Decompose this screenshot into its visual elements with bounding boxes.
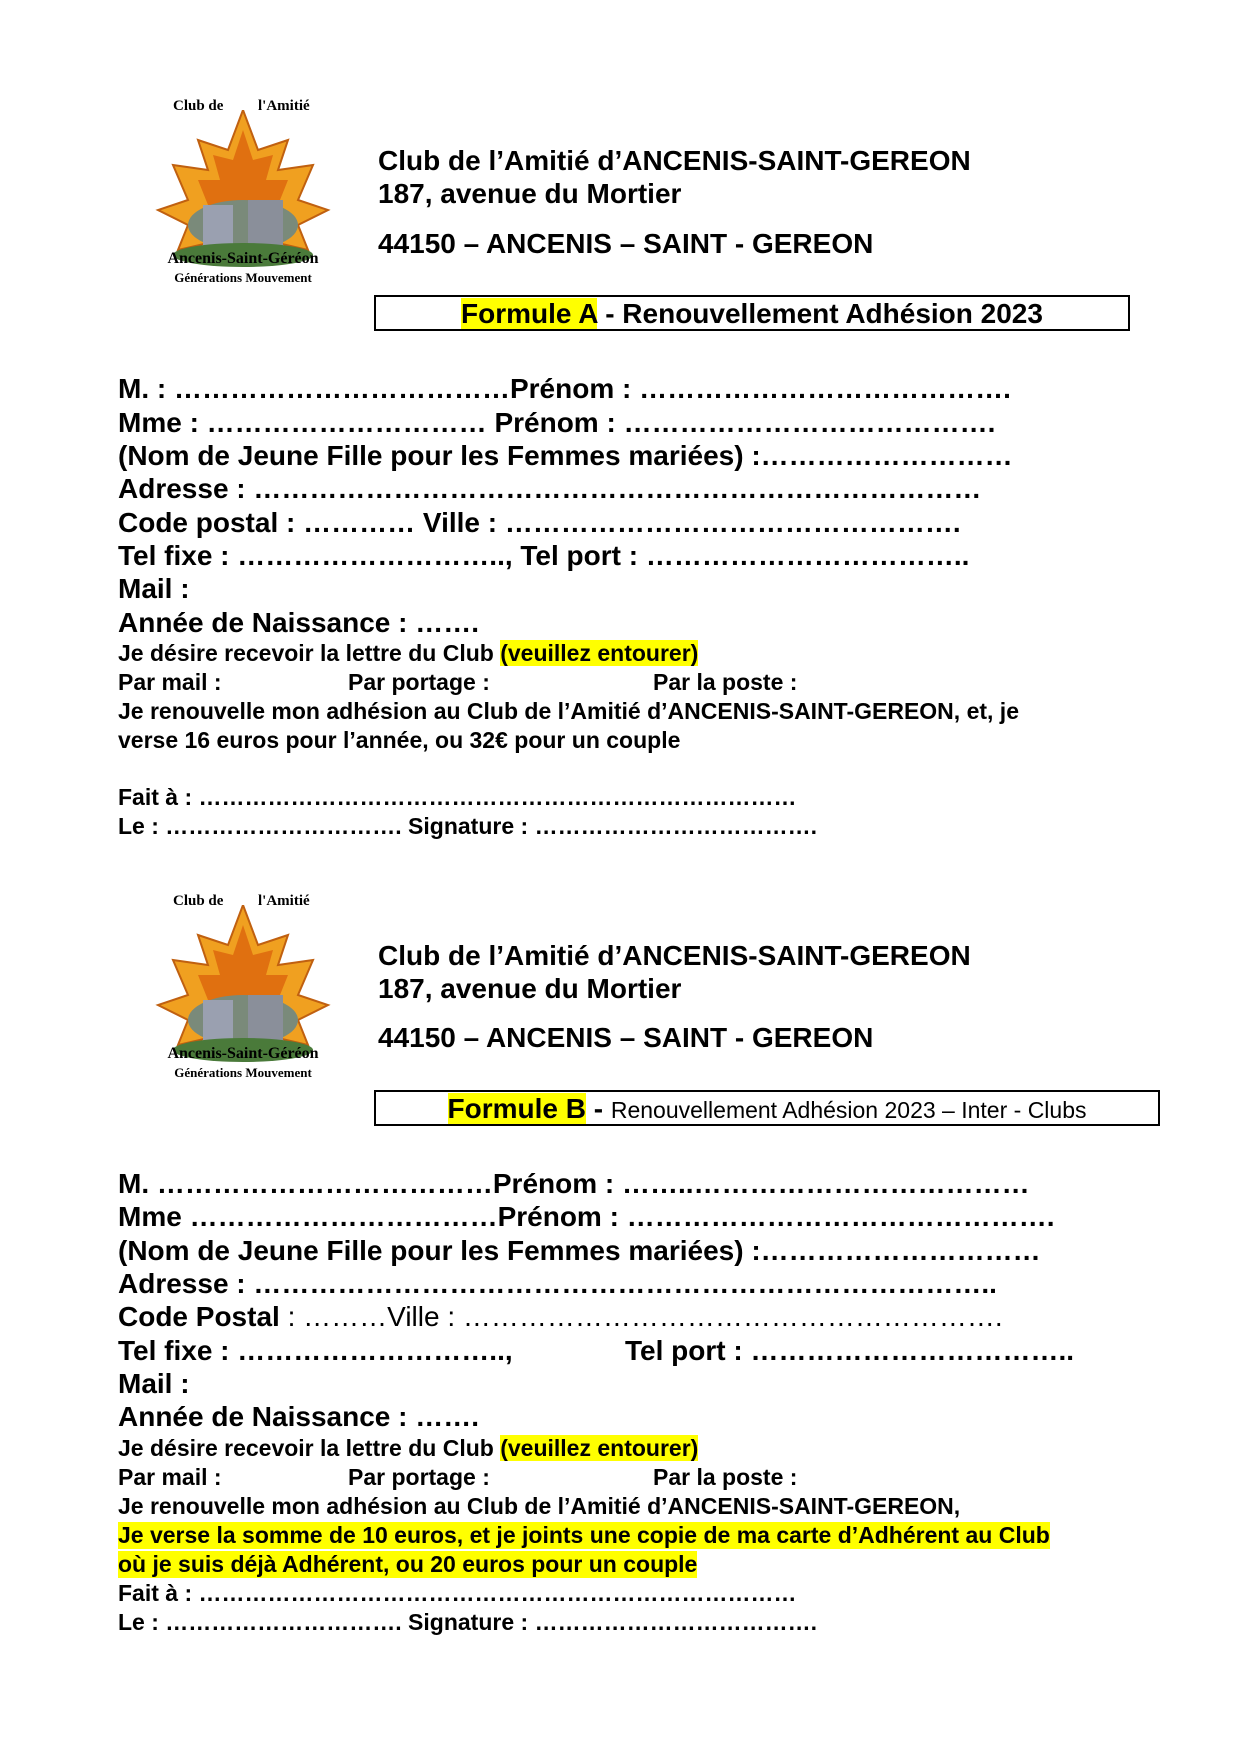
- form-b-m-field[interactable]: M. ………………………………Prénom : ……..………………………………: [118, 1168, 1030, 1199]
- form-a-title: [374, 295, 1130, 331]
- form-b-phone-mobile-field[interactable]: Tel port : ……………………………..: [625, 1335, 1075, 1366]
- club-name: Club de l’Amitié d’ANCENIS-SAINT-GEREON: [378, 940, 971, 971]
- form-b-newsletter-text: Je désire recevoir la lettre du Club: [118, 1435, 501, 1461]
- form-b-mail-field[interactable]: Mail :: [118, 1368, 190, 1399]
- form-a-m-field[interactable]: M. : ………………………………Prénom : ………………………………….: [118, 373, 1011, 404]
- form-b-date-signature-field[interactable]: Le : …………………………. Signature : ……………………………….: [118, 1609, 817, 1635]
- form-b-maiden-name-field[interactable]: (Nom de Jeune Fille pour les Femmes mariées) :…………………………: [118, 1235, 1041, 1266]
- form-b-title-dash: -: [585, 1093, 611, 1124]
- form-a-label: Formule A: [461, 298, 598, 329]
- logo-text-bottom-2: Générations Mouvement: [174, 270, 312, 285]
- form-a-newsletter-line: [118, 640, 698, 667]
- form-b-postal-city-field[interactable]: [118, 1301, 1003, 1333]
- form-b-option-mail[interactable]: Par mail :: [118, 1464, 222, 1490]
- form-b-birth-year-field[interactable]: Année de Naissance : …….: [118, 1401, 480, 1432]
- logo-text-top-left: Club de: [173, 893, 224, 909]
- form-a-postal-city-field[interactable]: Code postal : ………… Ville : ………………………………………….: [118, 507, 961, 538]
- form-a-title-rest: - Renouvellement Adhésion 2023: [597, 298, 1043, 329]
- form-b-renew-line-3: où je suis déjà Adhérent, ou 20 euros pour un couple: [118, 1551, 698, 1577]
- form-a-place-field[interactable]: Fait à : ……………………………………………………………………: [118, 784, 797, 810]
- logo-text-top-left: Club de: [173, 98, 224, 114]
- form-b-mme-field[interactable]: Mme ……………………………Prénom : ……………………………………….: [118, 1201, 1055, 1232]
- form-b-option-poste[interactable]: Par la poste :: [653, 1464, 798, 1490]
- form-b-label: Formule B: [447, 1093, 586, 1124]
- form-a-date-signature-field[interactable]: Le : …………………………. Signature : ……………………………….: [118, 813, 817, 839]
- form-a-renew-line-1: Je renouvelle mon adhésion au Club de l’Amitié d’ANCENIS-SAINT-GEREON, et, je: [118, 698, 1019, 724]
- club-street: 187, avenue du Mortier: [378, 973, 682, 1004]
- club-street: 187, avenue du Mortier: [378, 178, 682, 209]
- form-a-phone-field[interactable]: Tel fixe : ……………………….., Tel port : ……………………………..: [118, 540, 970, 571]
- form-a-maiden-name-field[interactable]: (Nom de Jeune Fille pour les Femmes mariées) :………………………: [118, 440, 1013, 471]
- logo-text-bottom-1: Ancenis-Saint-Géréon: [167, 250, 319, 267]
- logo-text-top-right: l'Amitié: [258, 98, 310, 114]
- club-city: 44150 – ANCENIS – SAINT - GEREON: [378, 1022, 874, 1053]
- form-a-option-portage[interactable]: Par portage :: [348, 669, 490, 695]
- club-logo: [148, 98, 338, 308]
- maple-leaf-icon: [148, 110, 338, 270]
- form-b-place-field[interactable]: Fait à : ……………………………………………………………………: [118, 1580, 797, 1606]
- club-logo: [148, 893, 338, 1103]
- club-name: Club de l’Amitié d’ANCENIS-SAINT-GEREON: [378, 145, 971, 176]
- form-b-title: [374, 1090, 1160, 1126]
- form-a-option-poste[interactable]: Par la poste :: [653, 669, 798, 695]
- logo-text-bottom-2: Générations Mouvement: [174, 1065, 312, 1080]
- form-b-title-rest: Renouvellement Adhésion 2023 – Inter - Clubs: [610, 1097, 1087, 1123]
- form-b-renew-line-1: Je renouvelle mon adhésion au Club de l’Amitié d’ANCENIS-SAINT-GEREON,: [118, 1493, 961, 1519]
- form-a-address-field[interactable]: Adresse : ……………………………………………………………………: [118, 473, 982, 504]
- form-b-address-field[interactable]: Adresse : ……………………………………………………………………..: [118, 1268, 997, 1299]
- form-a-birth-year-field[interactable]: Année de Naissance : …….: [118, 607, 480, 638]
- form-a-mail-field[interactable]: Mail :: [118, 573, 190, 604]
- form-b-postal-label: Code Postal: [118, 1301, 280, 1332]
- form-a-newsletter-hint: (veuillez entourer): [500, 640, 699, 666]
- logo-text-bottom-1: Ancenis-Saint-Géréon: [167, 1045, 319, 1062]
- form-b-option-portage[interactable]: Par portage :: [348, 1464, 490, 1490]
- form-a-renew-line-2: verse 16 euros pour l’année, ou 32€ pour un couple: [118, 727, 681, 753]
- form-b-postal-rest: : ………Ville : ………………………………………………….: [279, 1301, 1003, 1332]
- logo-text-top-right: l'Amitié: [258, 893, 310, 909]
- form-a-option-mail[interactable]: Par mail :: [118, 669, 222, 695]
- form-a-mme-field[interactable]: Mme : ………………………… Prénom : ………………………………….: [118, 407, 996, 438]
- form-b-newsletter-hint: (veuillez entourer): [500, 1435, 699, 1461]
- form-b-newsletter-line: [118, 1435, 698, 1462]
- form-b-phone-fixed-field[interactable]: Tel fixe : ………………………..,: [118, 1335, 513, 1366]
- club-city: 44150 – ANCENIS – SAINT - GEREON: [378, 228, 874, 259]
- form-a-newsletter-text: Je désire recevoir la lettre du Club: [118, 640, 501, 666]
- maple-leaf-icon: [148, 905, 338, 1065]
- form-b-renew-line-2: Je verse la somme de 10 euros, et je joints une copie de ma carte d’Adhérent au Club: [118, 1522, 1050, 1548]
